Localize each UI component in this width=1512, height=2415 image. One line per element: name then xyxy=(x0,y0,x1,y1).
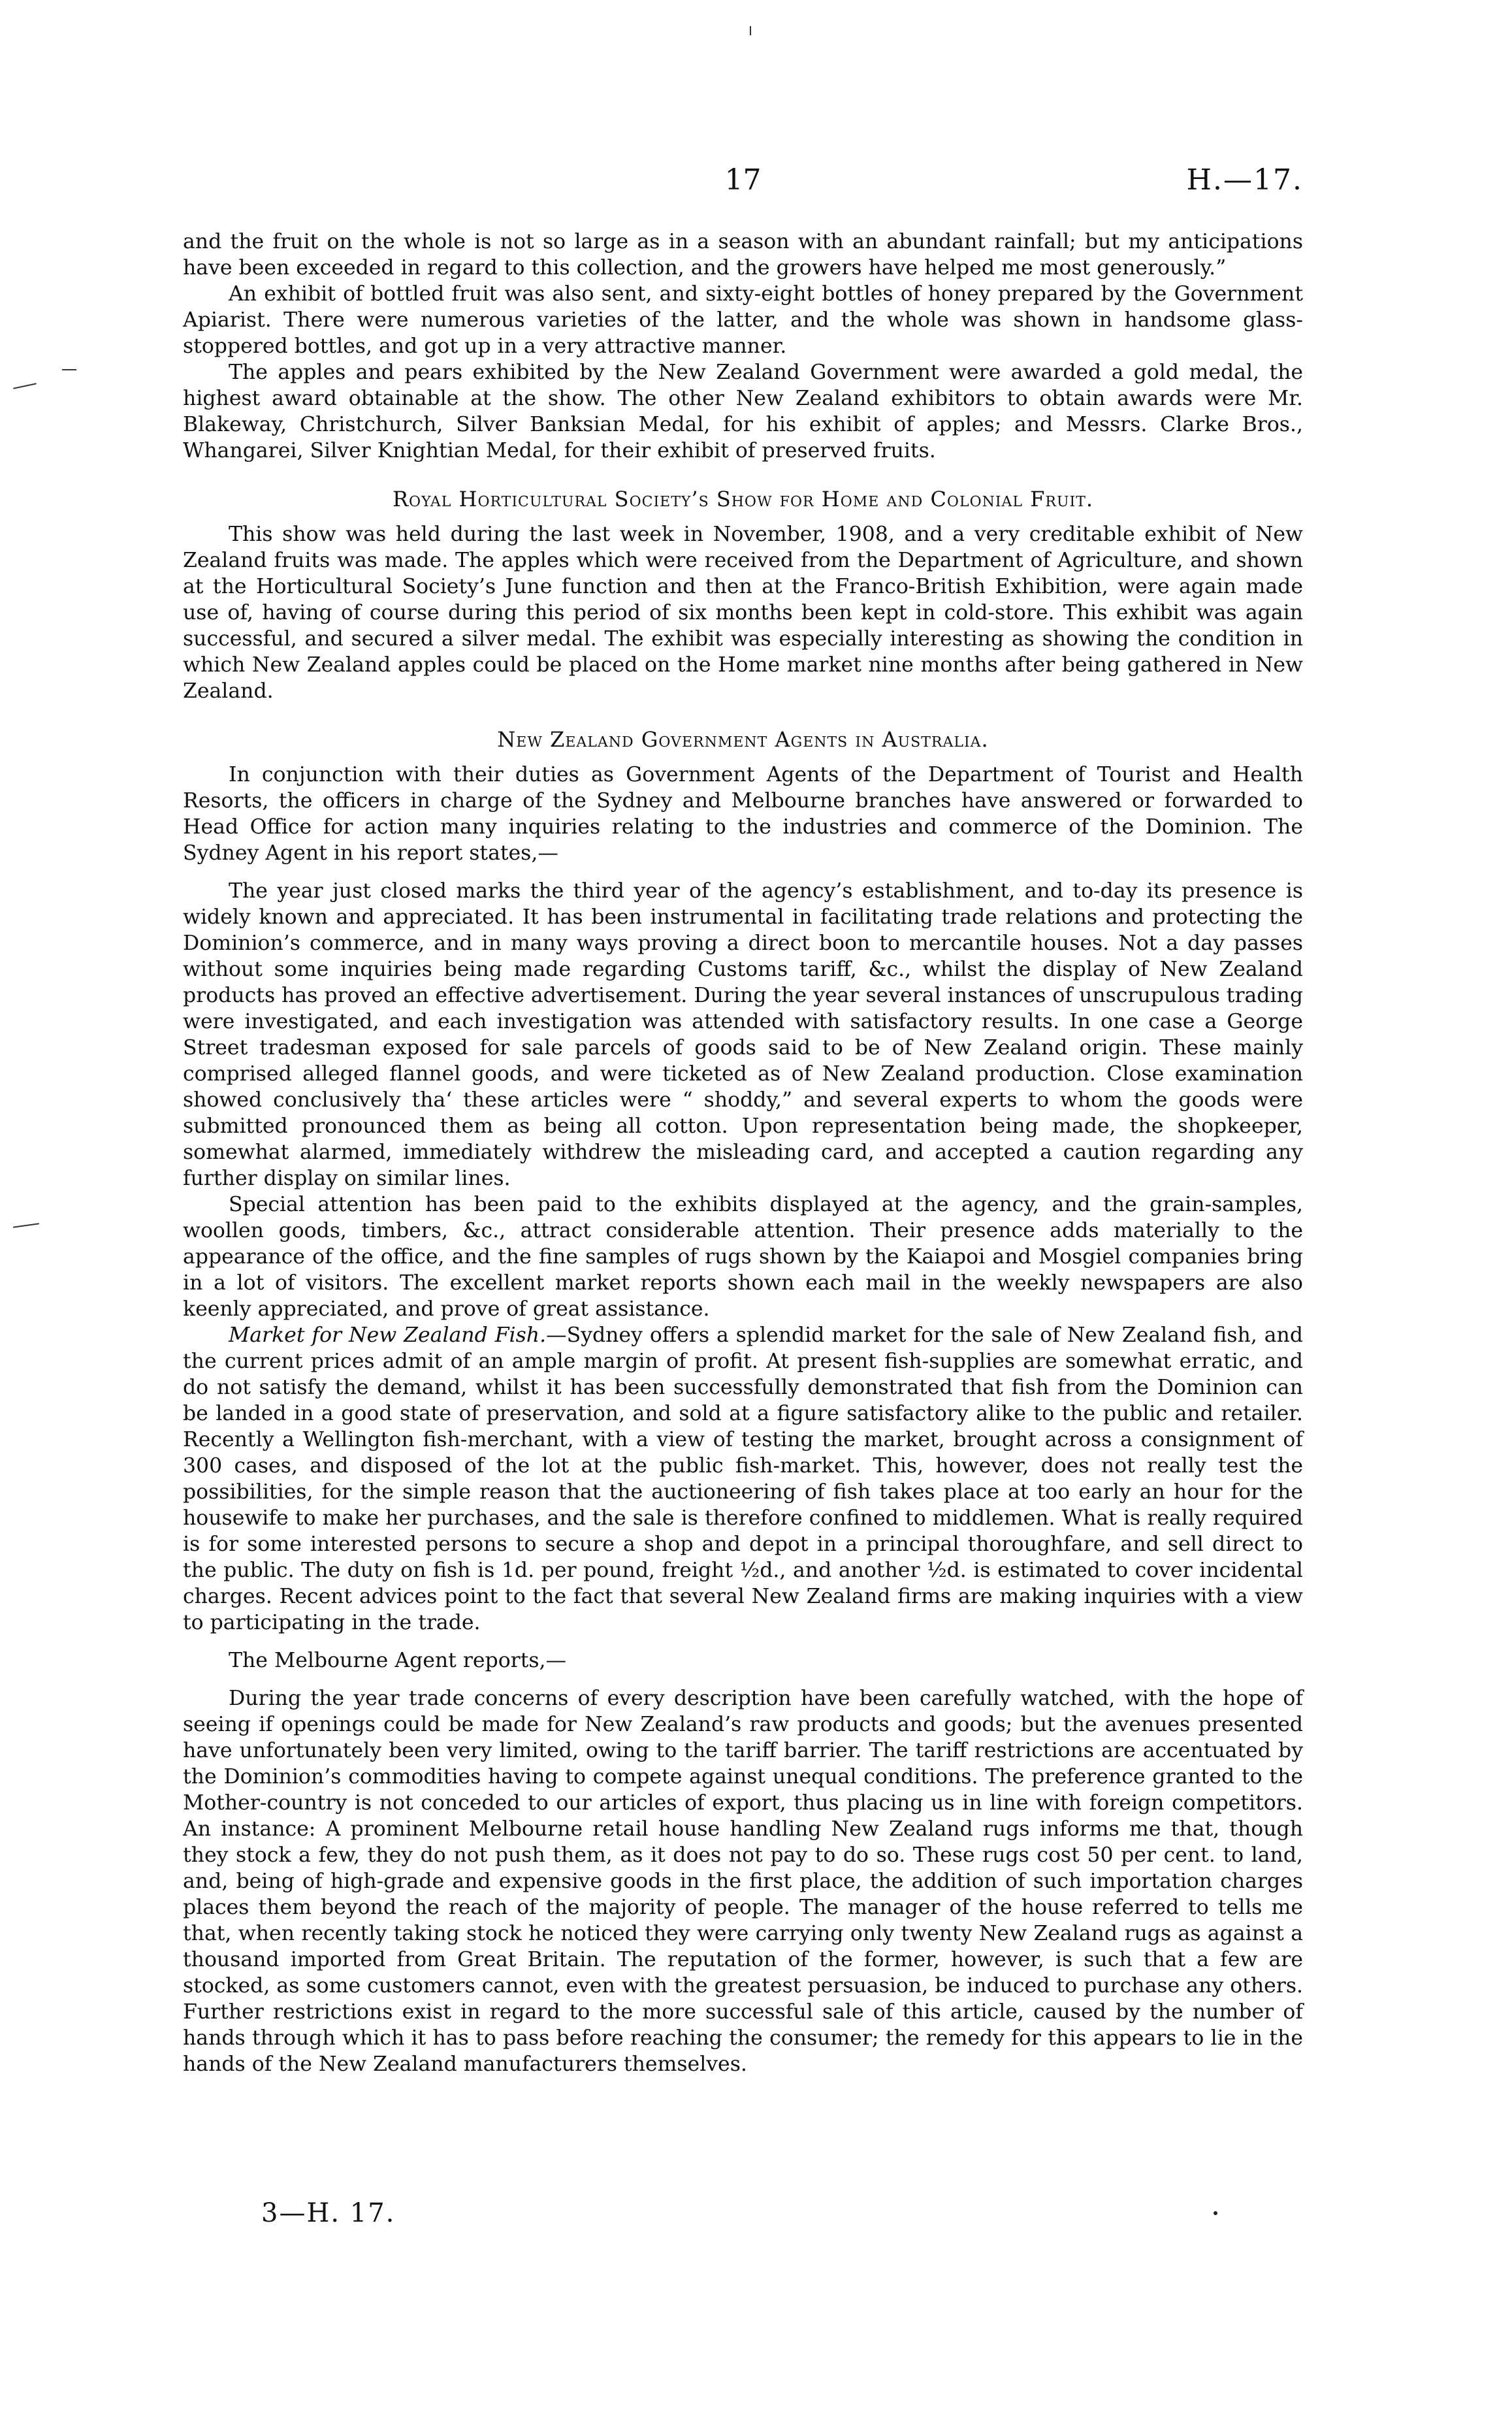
paragraph: During the year trade concerns of every description have been carefully watched, with the hope of seeing if openings could be made for New Zealand’s raw products and goods; but the avenues presented have unfortunately been very limited, owing to the tariff barrier. The tariff restrictions are accentuated by the Dominion’s commodities having to compete against unequal conditions. The preference granted to the Mother-country is not conceded to our articles of export, thus placing us in line with foreign competitors. An instance: A prominent Melbourne retail house handling New Zealand rugs informs me that, though they stock a few, they do not push them, as it does not pay to do so. These rugs cost 50 per cent. to land, and, being of high-grade and expensive goods in the first place, the addition of such importation charges places them beyond the reach of the majority of people. The manager of the house referred to tells me that, when recently taking stock he noticed they were carrying only twenty New Zealand rugs as against a thousand imported from Great Britain. The reputation of the former, however, is such that a few are stocked, as some customers cannot, even with the greatest persuasion, be induced to purchase any others. Further restrictions exist in regard to the more successful sale of this article, caused by the number of hands through which it has to pass before reaching the consumer; the remedy for this appears to lie in the hands of the New Zealand manufacturers themselves. xyxy=(183,1687,1303,2076)
paragraph xyxy=(183,1322,1303,1636)
section-heading: New Zealand Government Agents in Australia. xyxy=(497,727,989,752)
paragraph-text: —Sydney offers a splendid market for the sale of New Zealand fish, and the current prices admit of an ample margin of profit. At present fish-supplies are somewhat erratic, and do not satisfy the demand, whilst it has been successfully demonstrated that fish from the Dominion can be landed in a good state of preservation, and sold at a figure satisfactory alike to the public and retailer. Recently a Wellington fish-merchant, with a view of testing the market, brought across a consignment of 300 cases, and disposed of the lot at the public fish-market. This, however, does not really test the possibilities, for the simple reason that the auctioneering of fish takes place at too early an hour for the housewife to make her purchases, and the sale is therefore confined to middlemen. What is really required is for some interested persons to secure a shop and depot in a principal thoroughfare, and sell direct to the public. The duty on fish is 1d. per pound, freight ½d., and another ½d. is estimated to cover incidental charges. Recent advices point to the fact that several New Zealand firms are making inquiries with a view to participating in the trade. xyxy=(183,1323,1304,1634)
margin-mark xyxy=(13,1223,39,1228)
margin-mark xyxy=(13,383,37,389)
paragraph: The Melbourne Agent reports,— xyxy=(229,1649,567,1672)
page-number: 17 xyxy=(724,163,762,197)
paragraph-title: Market for New Zealand Fish. xyxy=(229,1323,547,1347)
document-reference: H.—17. xyxy=(1186,163,1303,197)
paragraph: In conjunction with their duties as Government Agents of the Department of Tourist and Health Resorts, the officers in charge of the Sydney and Melbourne branches have answered or forwarded to Head Office for action many inquiries relating to the industries and commerce of the Dominion. The Sydney Agent in his report states,— xyxy=(183,763,1303,865)
paragraph: The apples and pears exhibited by the New Zealand Government were awarded a gold medal, the highest award obtainable at the show. The other New Zealand exhibitors to obtain awards were Mr. Blakeway, Christchurch, Silver Banksian Medal, for his exhibit of apples; and Messrs. Clarke Bros., Whangarei, Silver Knightian Medal, for their exhibit of preserved fruits. xyxy=(183,361,1303,462)
signature-mark: 3—H. 17. xyxy=(261,2198,396,2228)
paragraph: This show was held during the last week in November, 1908, and a very creditable exhibit of New Zealand fruits was made. The apples which were received from the Department of Agriculture, and shown at the Horticultural Society’s June function and then at the Franco-British Exhibition, were again made use of, having of course during this period of six months been kept in cold-store. This exhibit was again successful, and secured a silver medal. The exhibit was especially interesting as showing the condition in which New Zealand apples could be placed on the Home market nine months after being gathered in New Zealand. xyxy=(183,523,1303,703)
margin-mark xyxy=(62,369,76,370)
paragraph: An exhibit of bottled fruit was also sent, and sixty-eight bottles of honey prepared by the Government Apiarist. There were numerous varieties of the latter, and the whole was shown in handsome glass-stoppered bottles, and got up in a very attractive manner. xyxy=(183,282,1303,358)
paragraph: and the fruit on the whole is not so large as in a season with an abundant rainfall; but my anticipations have been exceeded in regard to this collection, and the growers have helped me most generously.” xyxy=(183,230,1303,280)
paragraph: Special attention has been paid to the exhibits displayed at the agency, and the grain-samples, woollen goods, timbers, &c., attract considerable attention. Their presence adds materially to the appearance of the office, and the fine samples of rugs shown by the Kaiapoi and Mosgiel companies bring in a lot of visitors. The excellent market reports shown each mail in the weekly newspapers are also keenly appreciated, and prove of great assistance. xyxy=(183,1193,1303,1321)
paragraph: The year just closed marks the third year of the agency’s establishment, and to-day its presence is widely known and appreciated. It has been instrumental in facilitating trade relations and protecting the Dominion’s commerce, and in many ways proving a direct boon to mercantile houses. Not a day passes without some inquiries being made regarding Customs tariff, &c., whilst the display of New Zealand products has proved an effective advertisement. During the year several instances of unscrupulous trading were investigated, and each investigation was attended with satisfactory results. In one case a George Street tradesman exposed for sale parcels of goods said to be of New Zealand origin. These mainly comprised alleged flannel goods, and were ticketed as of New Zealand production. Close examination showed conclusively tha‘ these articles were “ shoddy,” and several experts to whom the goods were submitted pronounced them as being all cotton. Upon representation being made, the shopkeeper, somewhat alarmed, immediately withdrew the misleading card, and accepted a caution regarding any further display on similar lines. xyxy=(183,879,1303,1190)
section-heading: Royal Horticultural Society’s Show for Home and Colonial Fruit. xyxy=(392,487,1094,511)
margin-dot xyxy=(1214,2211,1217,2215)
document-body xyxy=(183,229,1303,2077)
page-header xyxy=(183,163,1303,209)
margin-mark xyxy=(750,26,751,35)
